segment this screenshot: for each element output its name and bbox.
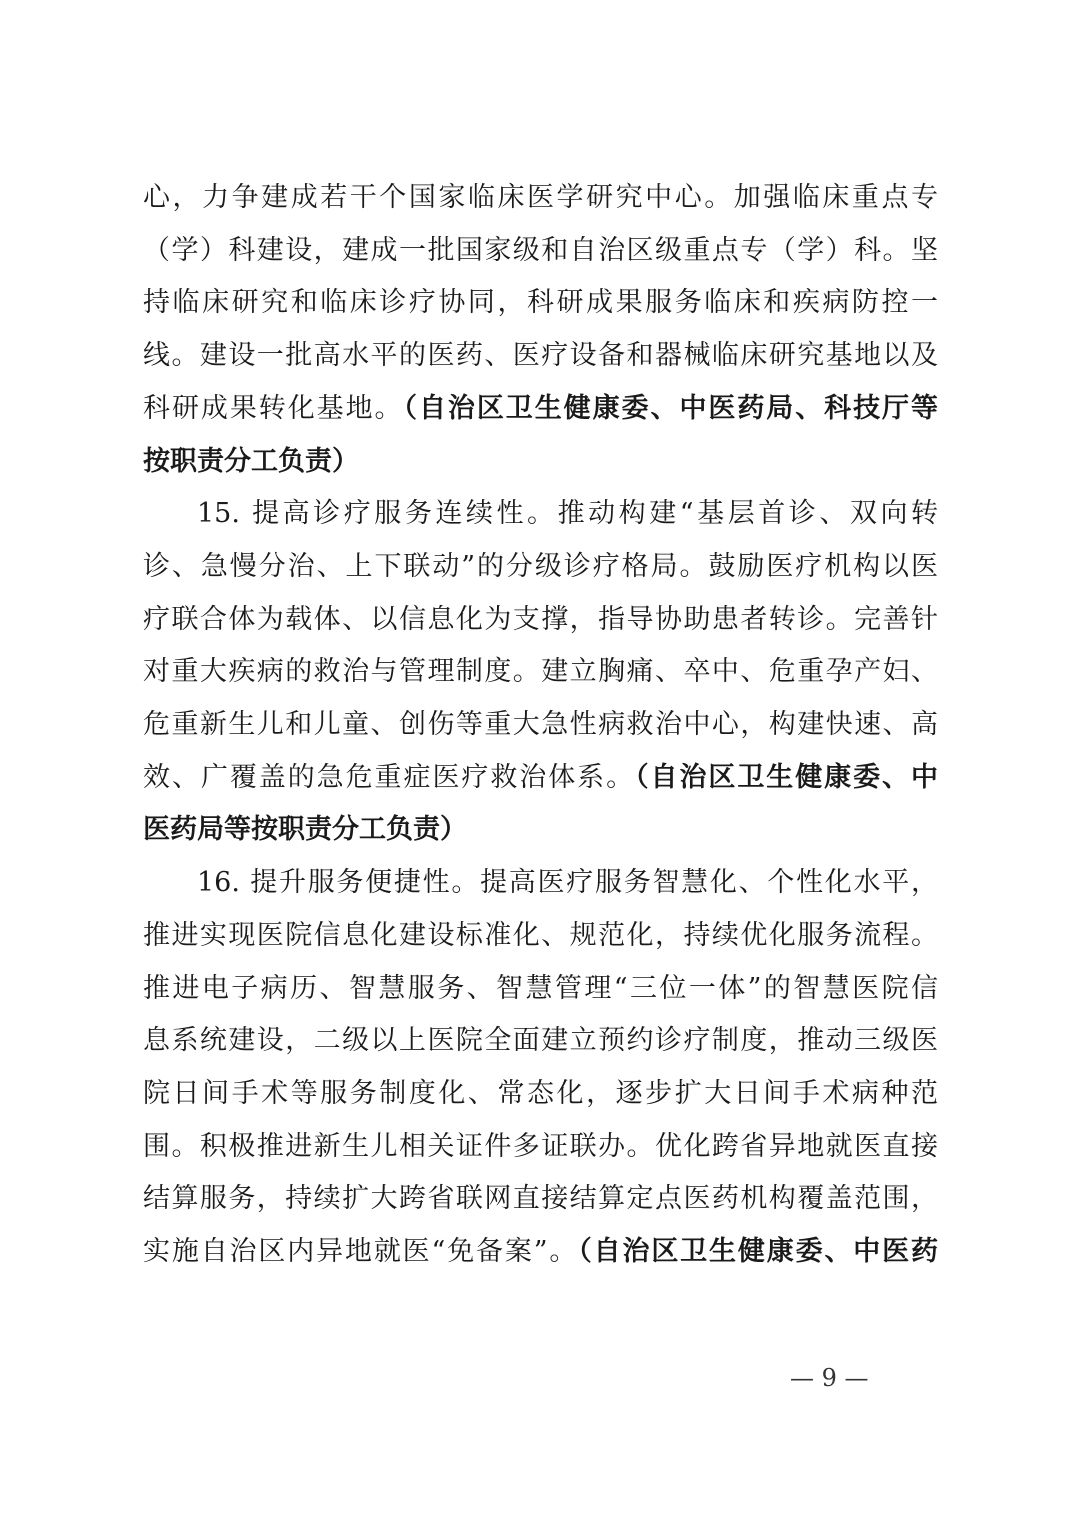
text-line [143, 700, 938, 750]
text-segment: 对重大疾病的救治与管理制度。建立胸痛、卒中、危重孕产妇、 [143, 656, 938, 688]
text-segment: 心，力争建成若干个国家临床医学研究中心。加强临床重点专 [143, 182, 938, 213]
page-number: — 9 — [790, 1364, 869, 1392]
text-segment: 科研成果转化基地。 [143, 392, 404, 424]
text-segment: 推进实现医院信息化建设标准化、规范化，持续优化服务流程。 [143, 919, 938, 951]
text-line [143, 331, 938, 381]
text-segment: 危重新生儿和儿童、创伤等重大急性病救治中心，构建快速、高 [143, 709, 938, 740]
text-segment: 诊、急慢分治、上下联动”的分级诊疗格局。鼓励医疗机构以医 [143, 550, 938, 582]
responsible-agencies: 医药局等按职责分工负责） [143, 814, 467, 846]
text-line [143, 542, 938, 592]
responsible-agencies: （自治区卫生健康委、中医药 [578, 1236, 939, 1267]
text-segment: 15. 提高诊疗服务连续性。推动构建“基层首诊、双向转 [197, 498, 938, 530]
text-segment: 疗联合体为载体、以信息化为支撑，指导协助患者转诊。完善针 [143, 603, 938, 635]
text-line [143, 384, 938, 434]
text-line [143, 1016, 938, 1066]
text-line [143, 595, 938, 645]
text-line [143, 911, 938, 961]
text-segment: 持临床研究和临床诊疗协同，科研成果服务临床和疾病防控一 [143, 287, 938, 319]
text-line [143, 647, 938, 697]
text-line [143, 1069, 938, 1119]
text-line [143, 437, 938, 487]
text-line [143, 278, 938, 328]
text-line [143, 964, 938, 1014]
text-segment: 16. 提升服务便捷性。提高医疗服务智慧化、个性化水平， [197, 867, 938, 899]
text-segment: 息系统建设，二级以上医院全面建立预约诊疗制度，推动三级医 [143, 1025, 938, 1057]
text-segment: （学）科建设，建成一批国家级和自治区级重点专（学）科。坚 [143, 234, 938, 266]
text-line [143, 1227, 938, 1277]
text-line [143, 753, 938, 803]
text-line [143, 489, 938, 539]
text-segment: 院日间手术等服务制度化、常态化，逐步扩大日间手术病种范 [143, 1077, 938, 1109]
text-segment: 结算服务，持续扩大跨省联网直接结算定点医药机构覆盖范围， [143, 1183, 938, 1215]
text-line [143, 1174, 938, 1224]
responsible-agencies: （自治区卫生健康委、中 [635, 761, 939, 793]
text-segment: 围。积极推进新生儿相关证件多证联办。优化跨省异地就医直接 [143, 1130, 938, 1162]
text-line [143, 226, 938, 276]
text-segment: 实施自治区内异地就医“免备案”。 [143, 1236, 579, 1267]
text-segment: 线。建设一批高水平的医药、医疗设备和器械临床研究基地以及 [143, 340, 938, 372]
responsible-agencies: （自治区卫生健康委、中医药局、科技厅等 [403, 392, 938, 424]
text-line [143, 858, 938, 908]
text-line [143, 173, 938, 223]
text-line [143, 1122, 938, 1172]
text-line [143, 805, 938, 855]
text-segment: 推进电子病历、智慧服务、智慧管理“三位一体”的智慧医院信 [143, 972, 938, 1004]
responsible-agencies: 按职责分工负责） [143, 445, 359, 477]
text-segment: 效、广覆盖的急危重症医疗救治体系。 [143, 761, 636, 793]
